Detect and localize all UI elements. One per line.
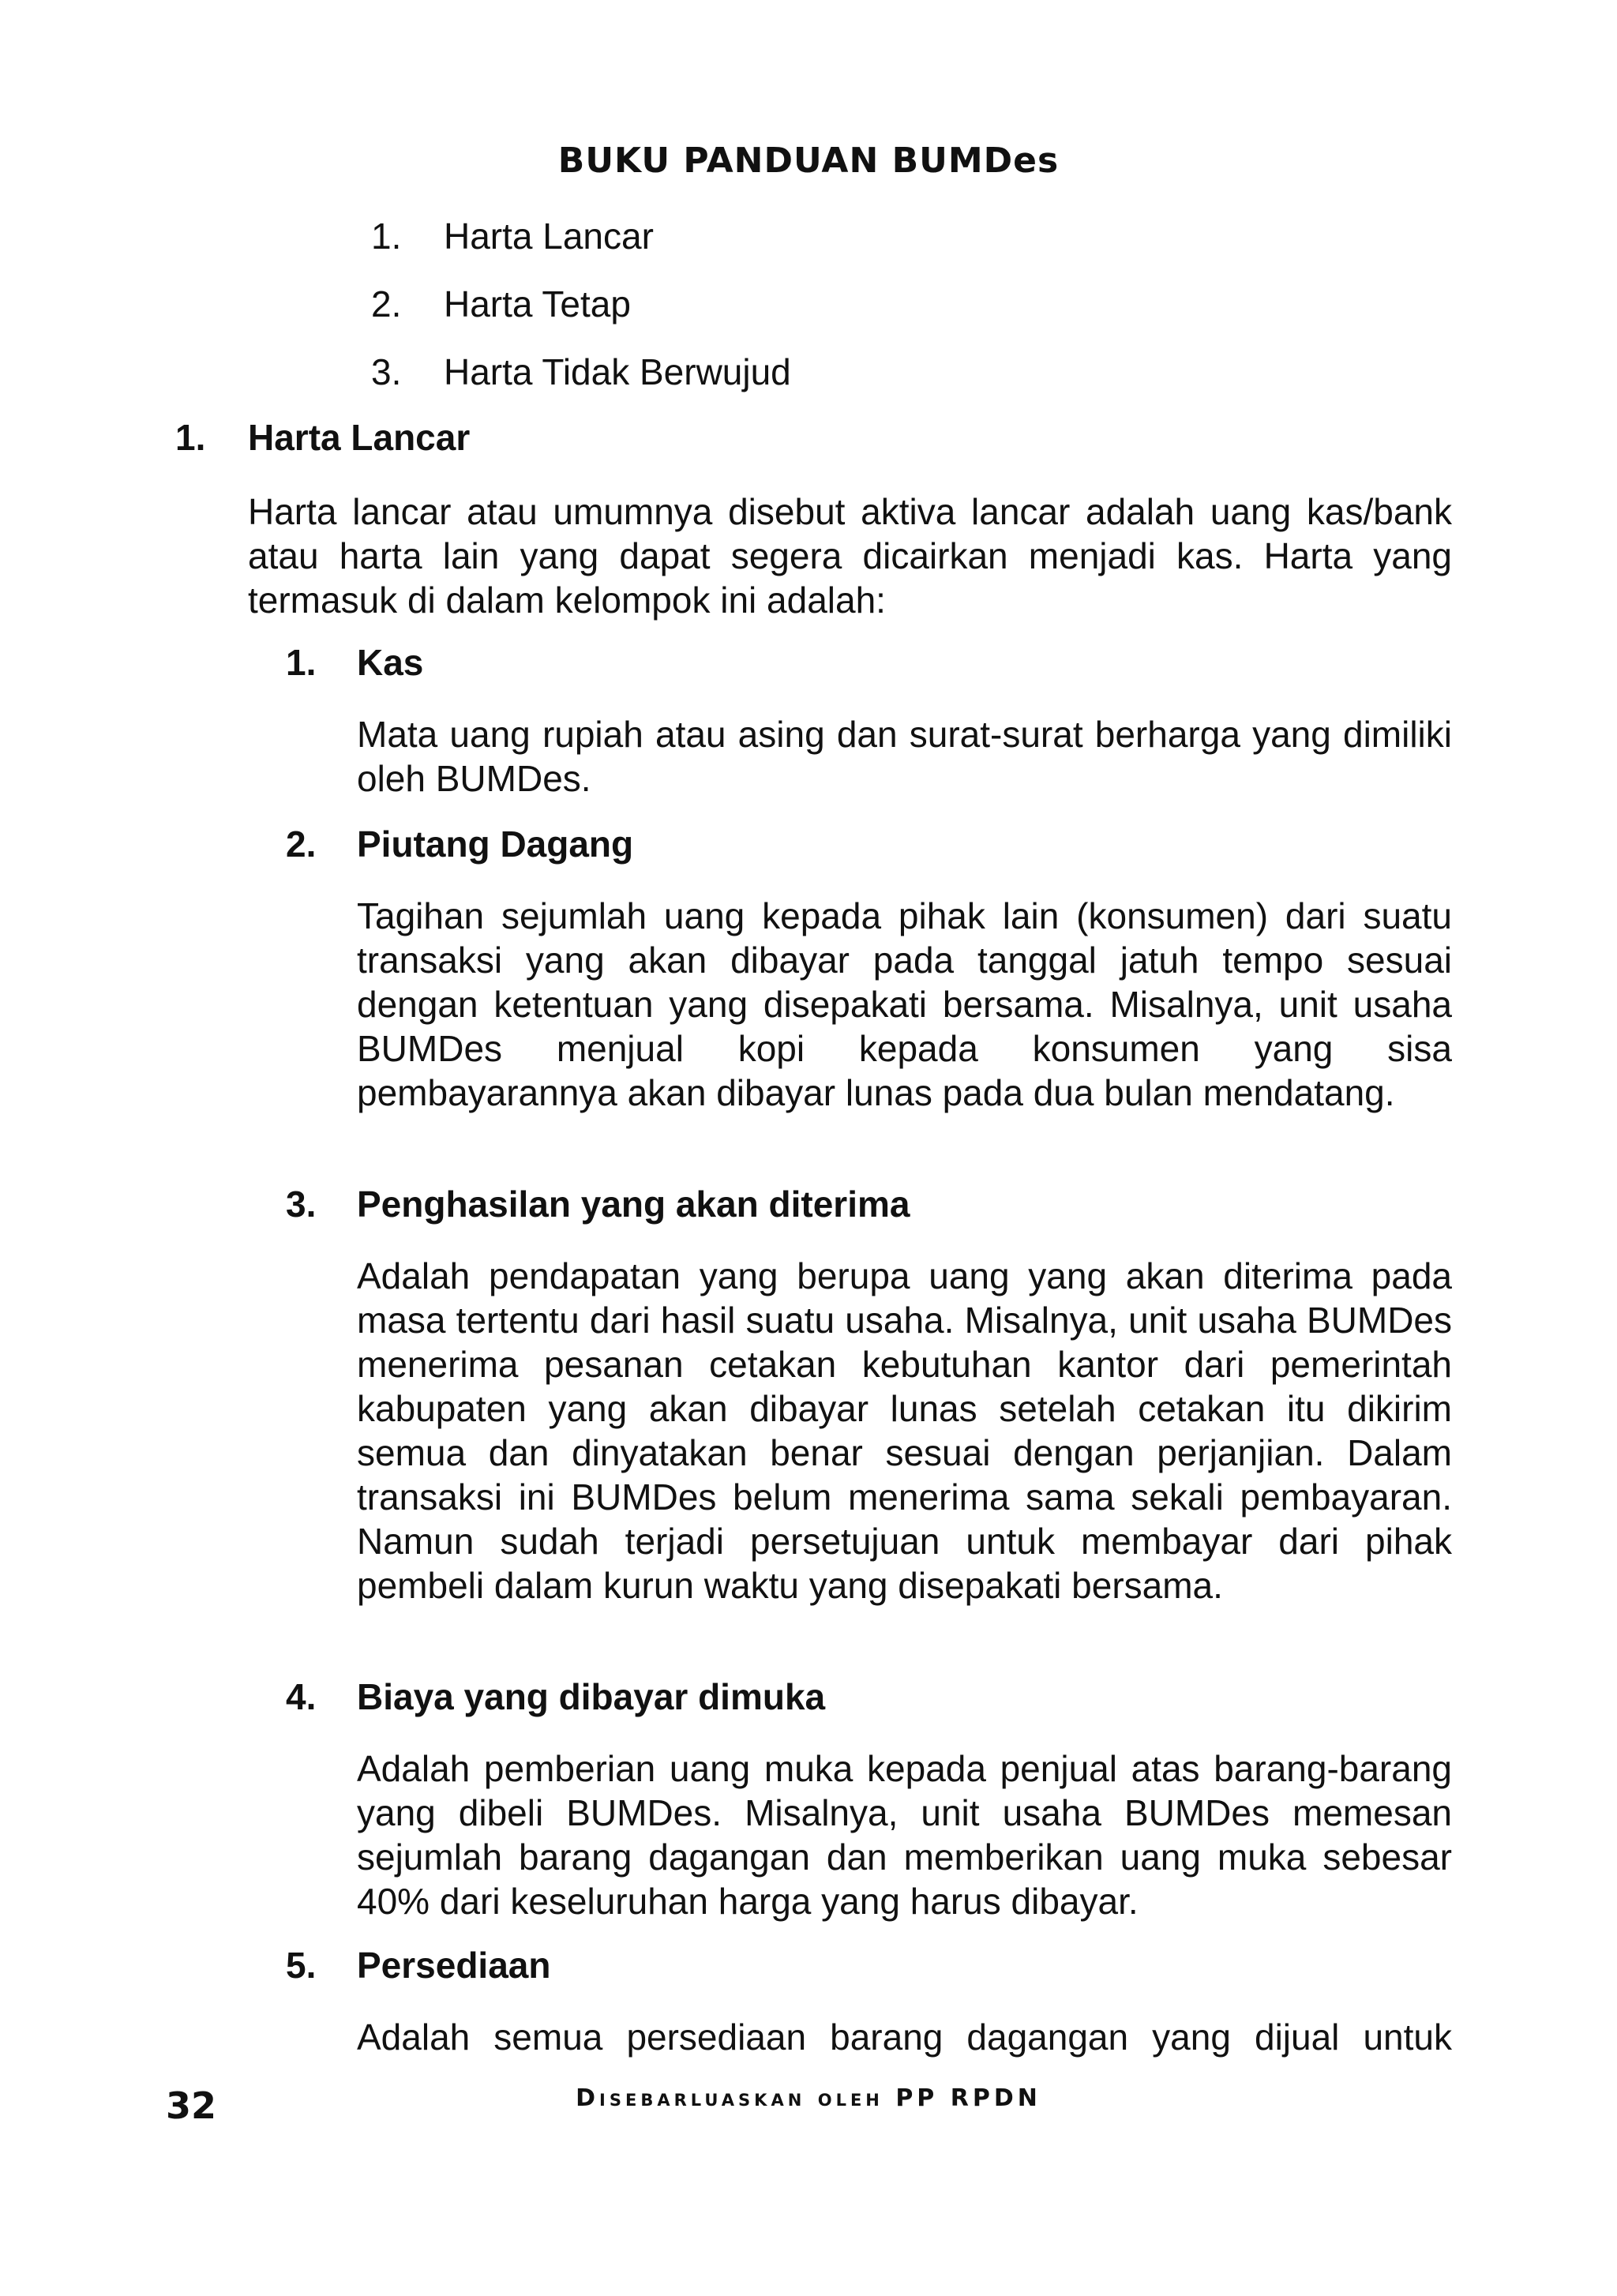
subsection-heading-biaya-dimuka xyxy=(286,1675,825,1718)
list-item-text: Harta Tidak Berwujud xyxy=(444,351,791,392)
list-item-number: 3. xyxy=(371,351,402,392)
section-title: Harta Lancar xyxy=(248,417,471,458)
page-header-title: BUKU PANDUAN BUMDes xyxy=(557,141,1060,181)
subsection-heading-piutang-dagang xyxy=(286,823,633,865)
subsection-title: Penghasilan yang akan diterima xyxy=(357,1184,910,1225)
subsection-title: Piutang Dagang xyxy=(357,823,634,865)
subsection-body-biaya-dimuka: Adalah pemberian uang muka kepada penjual atas barang-barang yang dibeli BUMDes. Misalnya, unit usaha BUMDes memesan sejumlah barang dagangan dan memberikan uang muka sebesar 40% dari keseluruhan harga yang harus dibayar. xyxy=(357,1748,1452,1922)
section-number: 1. xyxy=(175,417,206,458)
list-item xyxy=(371,351,791,418)
page-number: 32 xyxy=(166,2084,217,2127)
subsection-body-piutang-dagang: Tagihan sejumlah uang kepada pihak lain (konsumen) dari suatu transaksi yang akan dibayar pada tanggal jatuh tempo sesuai dengan ketentuan yang disepakati bersama. Misalnya, unit usaha BUMDes menjual kopi kepada konsumen yang sisa pembayarannya akan dibayar lunas pada dua bulan mendatang. xyxy=(357,895,1452,1113)
subsection-number: 5. xyxy=(286,1945,317,1986)
subsection-number: 3. xyxy=(286,1184,317,1225)
subsection-number: 4. xyxy=(286,1676,317,1717)
list-item-text: Harta Tetap xyxy=(444,283,631,325)
subsection-title: Persediaan xyxy=(357,1945,551,1986)
subsection-title: Kas xyxy=(357,642,424,683)
harta-types-list xyxy=(371,215,791,418)
subsection-heading-penghasilan xyxy=(286,1183,910,1225)
list-item-text: Harta Lancar xyxy=(444,216,654,257)
subsection-body-persediaan: Adalah semua persediaan barang dagangan yang dijual untuk xyxy=(357,2017,1452,2058)
list-item-number: 1. xyxy=(371,216,402,257)
subsection-heading-persediaan xyxy=(286,1944,550,1986)
list-item-number: 2. xyxy=(371,283,402,325)
list-item xyxy=(371,215,791,283)
section-intro-paragraph: Harta lancar atau umumnya disebut aktiva lancar adalah uang kas/bank atau harta lain yang dapat segera dicairkan menjadi kas. Harta yang termasuk di dalam kelompok ini adalah: xyxy=(248,491,1452,621)
subsection-body-penghasilan: Adalah pendapatan yang berupa uang yang akan diterima pada masa tertentu dari hasil suatu usaha. Misalnya, unit usaha BUMDes menerima pesanan cetakan kebutuhan kantor dari pemerintah kabupaten yang akan dibayar lunas setelah cetakan itu dikirim semua dan dinyatakan benar sesuai dengan perjanjian. Dalam transaksi ini BUMDes belum menerima sama sekali pembayaran. Namun sudah terjadi persetujuan untuk membayar dari pihak pembeli dalam kurun waktu yang disepakati bersama. xyxy=(357,1255,1452,1606)
subsection-title: Biaya yang dibayar dimuka xyxy=(357,1676,826,1717)
list-item xyxy=(371,283,791,351)
subsection-number: 2. xyxy=(286,823,317,865)
footer-distribution-note: Disebarluaskan oleh PP RPDN xyxy=(576,2084,1041,2112)
subsection-number: 1. xyxy=(286,642,317,683)
section-heading xyxy=(175,416,470,459)
subsection-body-kas: Mata uang rupiah atau asing dan surat-surat berharga yang dimiliki oleh BUMDes. xyxy=(357,714,1452,799)
subsection-heading-kas xyxy=(286,641,423,684)
